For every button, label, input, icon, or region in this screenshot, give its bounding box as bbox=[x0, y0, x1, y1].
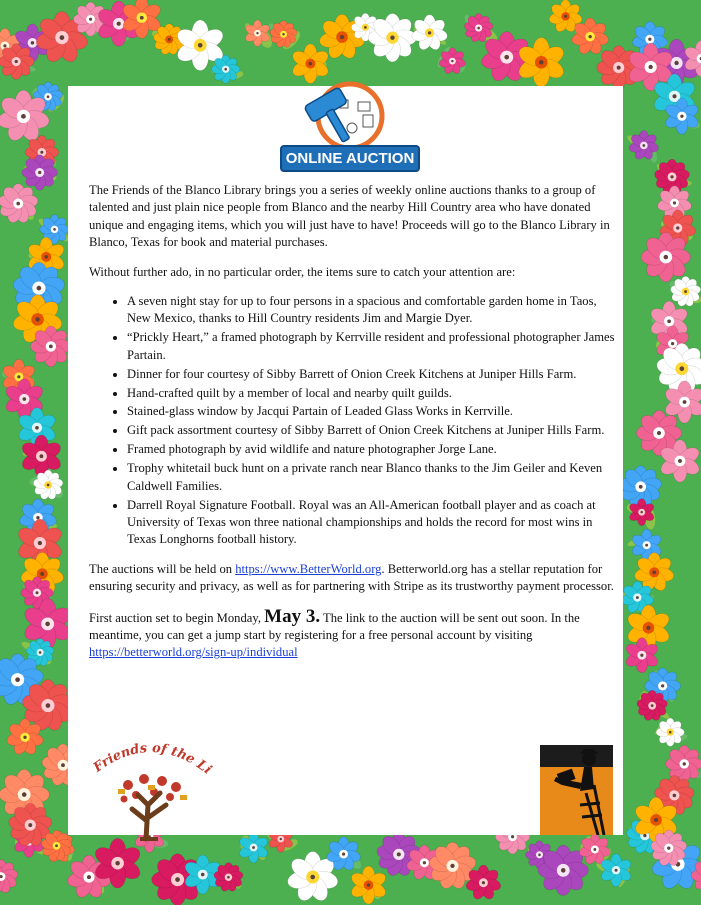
auction-site-text-after: . Betterworld.org has a stellar reputation for ensuring security and privacy, as well as for partnering with Stripe as its trustworthy payment processor. bbox=[89, 561, 614, 594]
start-date-paragraph bbox=[89, 605, 617, 662]
list-item: • Framed photograph by avid wildlife and nature photographer Jorge Lane. bbox=[127, 441, 617, 458]
auction-items-list bbox=[89, 293, 617, 549]
online-auction-banner: ONLINE AUCTION bbox=[280, 145, 420, 172]
list-item: • “Prickly Heart,” a framed photograph by Kerrville resident and professional photographer James Partain. bbox=[127, 329, 617, 364]
book-tree-icon bbox=[88, 735, 214, 847]
auction-gavel-icon bbox=[280, 80, 420, 150]
list-item: • Dinner for four courtesy of Sibby Barrett of Onion Creek Kitchens at Juniper Hills Farm. bbox=[127, 366, 617, 383]
friends-logo-text: Friends of the Li bbox=[90, 740, 214, 778]
list-item: • A seven night stay for up to four persons in a spacious and comfortable garden home in Taos, New Mexico, thanks to Hill Country residents Jim and Margie Dyer. bbox=[127, 293, 617, 328]
online-auction-logo bbox=[280, 80, 420, 174]
signup-link[interactable]: https://betterworld.org/sign-up/individual bbox=[89, 645, 298, 660]
svg-text:Friends of the Library bbox=[88, 735, 214, 778]
list-item: • Gift pack assortment courtesy of Sibby Barrett of Onion Creek Kitchens at Juniper Hills Farm. bbox=[127, 422, 617, 439]
reader-silhouette-logo bbox=[540, 745, 613, 835]
intro-paragraph: The Friends of the Blanco Library brings you a series of weekly online auctions thanks to a group of talented and just plain nice people from Blanco and the nearby Hill Country area who have donated unique and engaging items, which you will just have to have! Proceeds will go to the Blanco Library in Blanco, Texas for book and material purchases. bbox=[89, 183, 610, 250]
list-item: • Hand-crafted quilt by a member of local and nearby quilt guilds. bbox=[127, 385, 617, 402]
lead-in-paragraph: Without further ado, in no particular order, the items sure to catch your attention are: bbox=[89, 264, 516, 279]
flyer-body bbox=[89, 182, 617, 674]
start-date: May 3. bbox=[264, 605, 321, 627]
start-text-before: First auction set to begin Monday, bbox=[89, 610, 265, 625]
friends-of-the-library-logo bbox=[88, 735, 214, 847]
betterworld-link[interactable]: https://www.BetterWorld.org bbox=[235, 561, 382, 576]
list-item: • Stained-glass window by Jacqui Partain of Leaded Glass Works in Kerrville. bbox=[127, 403, 617, 420]
list-item: • Trophy whitetail buck hunt on a private ranch near Blanco thanks to the Jim Geiler and Keven Caldwell Families. bbox=[127, 460, 617, 495]
reader-in-chair-icon bbox=[540, 745, 613, 835]
auction-site-paragraph bbox=[89, 561, 617, 596]
start-text-after: The link to the auction will be sent out soon. In the meantime, you can get a jump start by registering for a free personal account by visiting bbox=[89, 610, 580, 642]
list-item: • Darrell Royal Signature Football. Royal was an All-American football player and as coach at University of Texas won three national championships and holds the record for most wins in Texas Longhorns football history. bbox=[127, 497, 617, 549]
auction-site-text-before: The auctions will be held on bbox=[89, 561, 236, 576]
